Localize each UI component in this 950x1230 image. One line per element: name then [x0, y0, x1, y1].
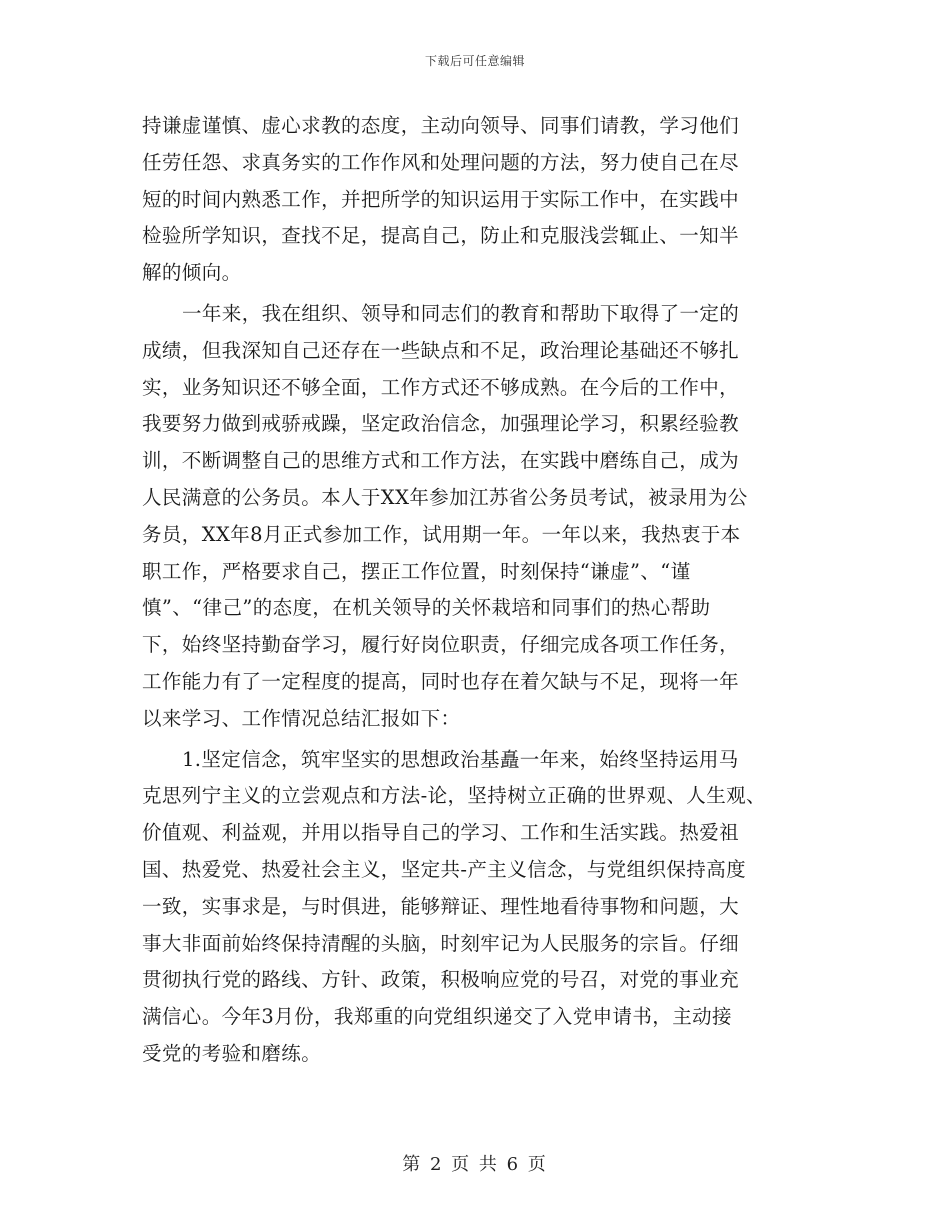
text-line: 价值观、利益观，并用以指导自己的学习、工作和生活实践。热爱祖 [142, 821, 740, 845]
text-line: 短的时间内熟悉工作，并把所学的知识运用于实际工作中，在实践中 [142, 187, 740, 211]
page-number: 第 2 页 共 6 页 [402, 1154, 548, 1175]
text-line: 检验所学知识，查找不足，提高自己，防止和克服浅尝辄止、一知半 [142, 224, 740, 248]
text-line: 务员，XX年8月正式参加工作，试用期一年。一年以来，我热衷于本 [142, 522, 741, 546]
text-line: 下，始终坚持勤奋学习，履行好岗位职责，仔细完成各项工作任务， [142, 633, 740, 657]
document-body [142, 108, 822, 1073]
text-line: 我要努力做到戒骄戒躁，坚定政治信念，加强理论学习，积累经验教 [142, 412, 740, 436]
paragraph [142, 108, 822, 292]
paragraph [142, 742, 822, 1073]
text-line: 任劳任怨、求真务实的工作作风和处理问题的方法，努力使自己在尽 [142, 150, 740, 174]
text-line: 工作能力有了一定程度的提高，同时也存在着欠缺与不足，现将一年 [142, 669, 740, 693]
text-line: 职工作，严格要求自己，摆正工作位置，时刻保持“谦虚”、“谨 [142, 559, 691, 583]
text-line: 受党的考验和磨练。 [142, 1041, 322, 1065]
text-line: 事大非面前始终保持清醒的头脑，时刻牢记为人民服务的宗旨。仔细 [142, 931, 740, 955]
text-line: 训，不断调整自己的思维方式和工作方法，在实践中磨练自己，成为 [142, 449, 740, 473]
text-line: 持谦虚谨慎、虚心求教的态度，主动向领导、同事们请教，学习他们 [142, 114, 740, 137]
paragraph [142, 296, 822, 738]
text-line: 满信心。今年3月份，我郑重的向党组织递交了入党申请书，主动接 [142, 1005, 732, 1029]
text-line: 慎”、“律己”的态度，在机关领导的关怀栽培和同事们的热心帮助 [142, 596, 711, 620]
text-line: 克思列宁主义的立尝观点和方法-论，坚持树立正确的世界观、人生观、 [142, 784, 766, 808]
text-line: 贯彻执行党的路线、方针、政策，积极响应党的号召，对党的事业充 [142, 968, 740, 992]
page-header-note: 下载后可任意编辑 [424, 54, 525, 68]
text-line: 国、热爱党、热爱社会主义，坚定共-产主义信念，与党组织保持高度 [142, 857, 746, 881]
text-line: 1.坚定信念，筑牢坚实的思想政治基矗一年来，始终坚持运用马 [182, 747, 739, 771]
text-line: 解的倾向。 [142, 261, 242, 285]
text-line: 一年来，我在组织、领导和同志们的教育和帮助下取得了一定的 [182, 301, 740, 325]
text-line: 一致，实事求是，与时俱进，能够辩证、理性地看待事物和问题，大 [142, 894, 740, 918]
text-line: 以来学习、工作情况总结汇报如下： [142, 706, 461, 730]
text-line: 实，业务知识还不够全面，工作方式还不够成熟。在今后的工作中， [142, 375, 740, 399]
text-line: 成绩，但我深知自己还存在一些缺点和不足，政治理论基础还不够扎 [142, 338, 740, 362]
text-line: 人民满意的公务员。本人于XX年参加江苏省公务员考试，被录用为公 [142, 485, 748, 509]
